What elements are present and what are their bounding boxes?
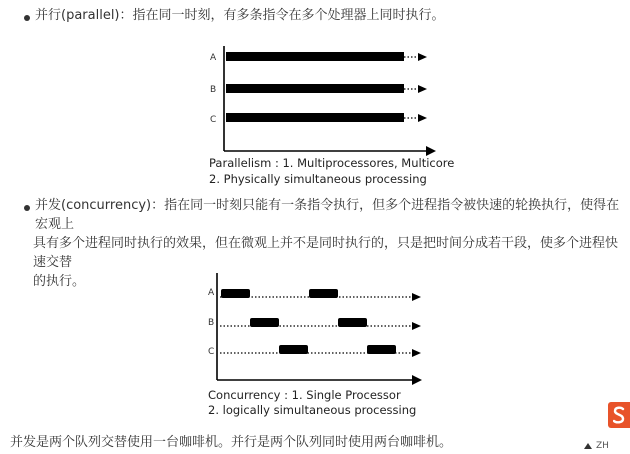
concurrency-slice-c1 bbox=[279, 345, 308, 354]
parallel-row-label-c: C bbox=[210, 115, 217, 125]
side-badge-button[interactable] bbox=[608, 402, 630, 428]
parallel-bar-a bbox=[226, 52, 404, 61]
concurrency-slice-a1 bbox=[221, 289, 250, 298]
parallel-row-label-b: B bbox=[210, 85, 217, 95]
concurrency-line-2: 具有多个进程同时执行的效果，但在微观上并不是同时执行的，只是把时间分成若干段，使多个进程快速交替 bbox=[33, 236, 619, 270]
bullet-dot bbox=[24, 205, 30, 211]
concurrency-row-label-b: B bbox=[208, 318, 215, 328]
parallel-definition bbox=[35, 6, 445, 25]
parallel-arrow-a bbox=[418, 53, 427, 61]
language-label: ZH bbox=[596, 441, 609, 451]
concurrency-caption-line2: 2. logically simultaneous processing bbox=[208, 403, 417, 417]
concurrency-slice-c2 bbox=[367, 345, 396, 354]
concurrency-row-label-c: C bbox=[208, 347, 215, 357]
concurrency-arrow-a bbox=[412, 293, 421, 301]
parallelism-diagram bbox=[200, 40, 460, 190]
parallel-x-axis-arrow bbox=[426, 146, 436, 156]
concurrency-slice-a2 bbox=[309, 289, 338, 298]
concurrency-line-1: 并发(concurrency)：指在同一时刻只能有一条指令执行，但多个进程指令被快速的轮换执行，使得在宏观上 bbox=[35, 198, 620, 232]
parallel-arrow-c bbox=[418, 114, 427, 122]
concurrency-slice-b2 bbox=[338, 318, 367, 327]
parallel-definition-text: 并行(parallel)：指在同一时刻，有多条指令在多个处理器上同时执行。 bbox=[35, 8, 445, 23]
parallel-caption-line1: Parallelism : 1. Multiprocessores, Multicore bbox=[209, 156, 455, 170]
concurrency-row-label-a: A bbox=[208, 288, 215, 298]
parallel-caption-line2: 2. Physically simultaneous processing bbox=[209, 172, 427, 186]
concurrency-diagram bbox=[200, 268, 460, 420]
concurrency-line-3: 的执行。 bbox=[33, 274, 86, 289]
concurrency-x-axis-arrow bbox=[412, 375, 422, 385]
parallel-bar-c bbox=[226, 113, 404, 122]
concurrency-caption-line1: Concurrency : 1. Single Processor bbox=[208, 388, 401, 402]
language-switcher[interactable] bbox=[584, 441, 609, 451]
caret-up-icon bbox=[584, 443, 592, 449]
brand-s-icon bbox=[613, 405, 625, 425]
parallel-row-label-a: A bbox=[210, 53, 217, 63]
concurrency-slice-b1 bbox=[250, 318, 279, 327]
parallel-arrow-b bbox=[418, 85, 427, 93]
bullet-dot bbox=[24, 15, 30, 21]
summary-text: 并发是两个队列交替使用一台咖啡机。并行是两个队列同时使用两台咖啡机。 bbox=[10, 435, 453, 450]
parallel-bar-b bbox=[226, 84, 404, 93]
concurrency-arrow-b bbox=[412, 322, 421, 330]
concurrency-arrow-c bbox=[412, 349, 421, 357]
